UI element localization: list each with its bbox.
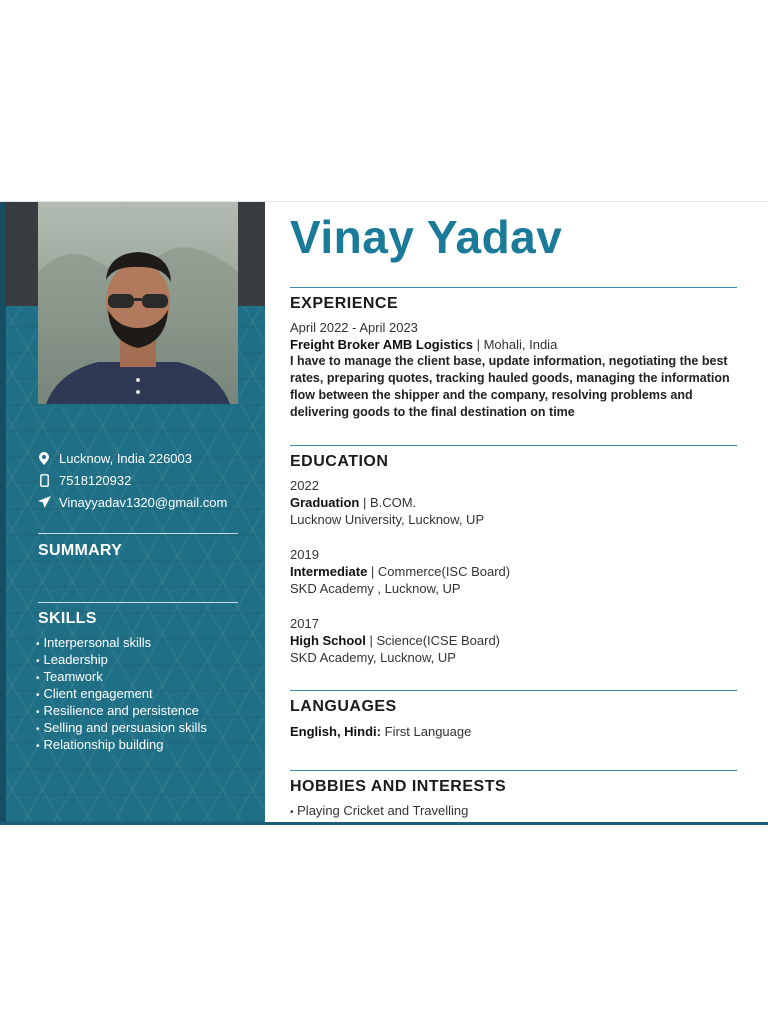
hobbies-heading: HOBBIES AND INTERESTS	[290, 778, 507, 795]
education-detail: B.COM.	[369, 495, 417, 510]
list-item: • Interpersonal skills	[36, 634, 207, 651]
experience-role-line	[290, 336, 557, 353]
summary-heading: SUMMARY	[38, 542, 123, 559]
education-school: SKD Academy , Lucknow, UP	[290, 581, 461, 596]
education-degree-line: High School | Science(ICSE Board)	[290, 633, 501, 648]
education-school: SKD Academy, Lucknow, UP	[290, 650, 456, 665]
list-item: • Client engagement	[36, 685, 207, 702]
section-divider	[290, 445, 737, 446]
languages-label: English, Hindi:	[290, 724, 381, 739]
sidebar	[0, 202, 265, 822]
resume-page	[0, 201, 768, 825]
sidebar-divider	[38, 602, 238, 603]
section-divider	[290, 287, 737, 288]
main-content	[265, 202, 768, 822]
profile-photo-illustration	[38, 202, 238, 404]
email-text[interactable]: Vinayyadav1320@gmail.com	[59, 494, 228, 510]
education-level: Intermediate	[290, 564, 368, 579]
education-school: Lucknow University, Lucknow, UP	[290, 512, 485, 527]
profile-photo	[38, 202, 238, 404]
skills-heading: SKILLS	[38, 610, 97, 627]
hobby-text: Playing Cricket and Travelling	[297, 803, 469, 818]
section-divider	[290, 690, 737, 691]
experience-description: I have to manage the client base, update information, negotiating the best rates, preparing quotes, tracking hauled goods, managing the information flow between the shipper and the company, resolving problems and delivering goods to the final destination on time	[290, 354, 730, 419]
education-detail: Commerce(ISC Board)	[377, 564, 511, 579]
sidebar-divider	[38, 533, 238, 534]
education-degree-line: Intermediate | Commerce(ISC Board)	[290, 564, 511, 579]
contact-info	[36, 447, 227, 513]
hobby-item: • Playing Cricket and Travelling	[290, 803, 469, 818]
contact-phone	[36, 469, 227, 491]
section-divider	[290, 770, 737, 771]
phone-icon	[36, 474, 52, 487]
languages-line	[290, 723, 471, 740]
separator: |	[472, 337, 484, 352]
contact-location	[36, 447, 227, 469]
list-item: • Resilience and persistence	[36, 702, 207, 719]
list-item: • Teamwork	[36, 668, 207, 685]
phone-text: 7518120932	[59, 472, 132, 488]
skills-list	[36, 634, 207, 753]
languages-heading: LANGUAGES	[290, 698, 397, 715]
map-pin-icon	[36, 452, 52, 465]
education-level: Graduation	[290, 495, 360, 510]
education-degree-line: Graduation | B.COM.	[290, 495, 417, 510]
location-text: Lucknow, India 226003	[59, 450, 192, 466]
languages-value: First Language	[384, 724, 472, 739]
list-item: • Selling and persuasion skills	[36, 719, 207, 736]
experience-place: Mohali, India	[483, 337, 558, 352]
education-level: High School	[290, 633, 366, 648]
send-icon	[36, 496, 52, 508]
page-title: Vinay Yadav	[290, 211, 563, 263]
list-item: • Leadership	[36, 651, 207, 668]
education-heading: EDUCATION	[290, 453, 389, 470]
contact-email	[36, 491, 227, 513]
education-year: 2022	[290, 478, 319, 493]
education-year: 2019	[290, 547, 319, 562]
experience-role: Freight Broker AMB Logistics	[290, 337, 473, 352]
education-detail: Science(ICSE Board)	[376, 633, 501, 648]
list-item: • Relationship building	[36, 736, 207, 753]
education-year: 2017	[290, 616, 319, 631]
experience-heading: EXPERIENCE	[290, 295, 399, 312]
experience-dates: April 2022 - April 2023	[290, 320, 418, 335]
